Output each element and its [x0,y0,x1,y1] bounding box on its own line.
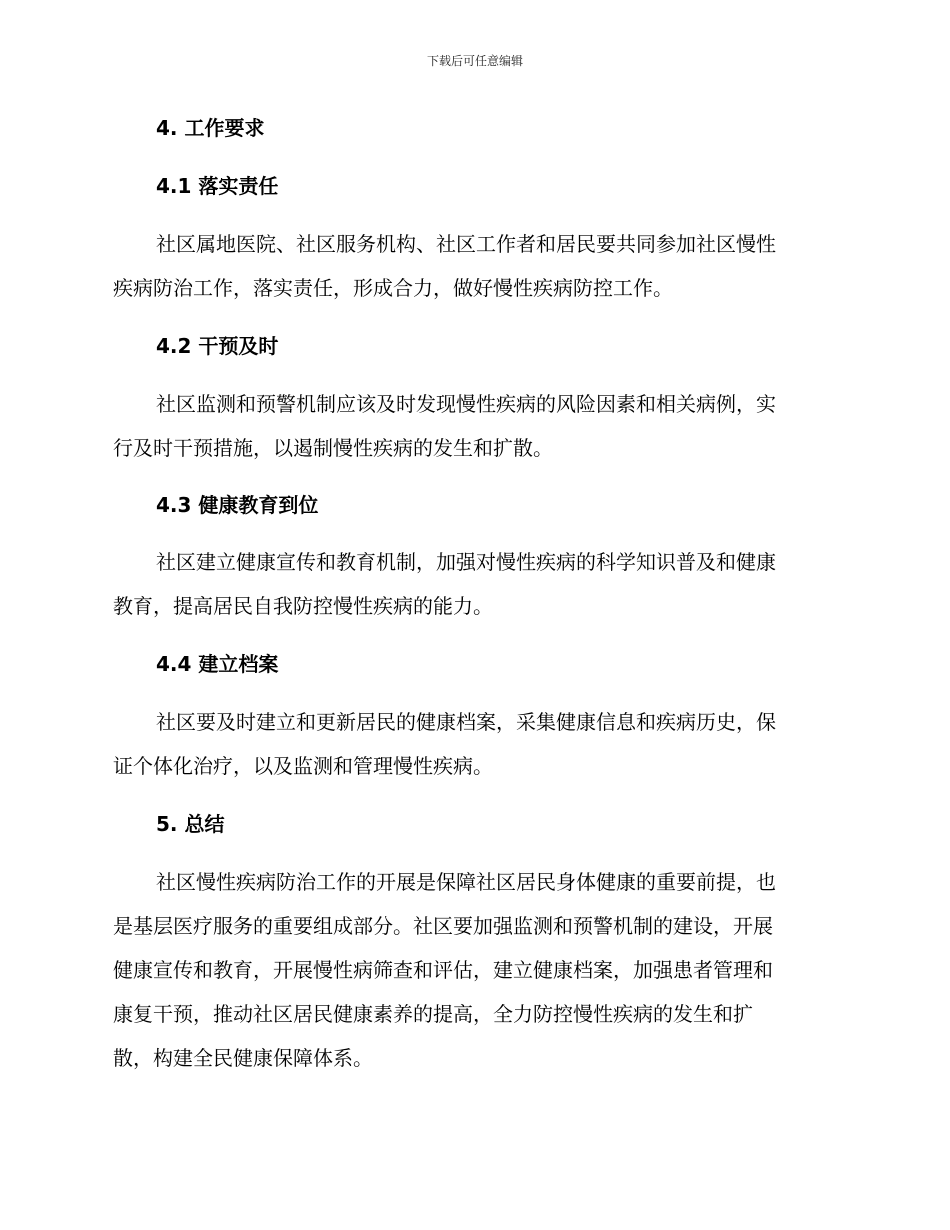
paragraph-line: 教育，提高居民自我防控慢性疾病的能力。 [113,594,493,618]
page-header: 下载后可任意编辑 [426,54,523,68]
paragraph-line: 康复干预，推动社区居民健康素养的提高，全力防控慢性疾病的发生和扩 [113,1002,753,1026]
paragraph-line: 证个体化治疗，以及监测和管理慢性疾病。 [113,754,493,778]
section-heading-4-2: 4.2 干预及时 [156,334,279,358]
paragraph-line: 是基层医疗服务的重要组成部分。社区要加强监测和预警机制的建设，开展 [113,914,773,938]
section-heading-4-3: 4.3 健康教育到位 [156,493,319,517]
paragraph-4-4 [113,700,833,788]
paragraph-line: 社区要及时建立和更新居民的健康档案，采集健康信息和疾病历史，保 [156,710,776,734]
paragraph-line: 散，构建全民健康保障体系。 [113,1046,373,1070]
paragraph-line: 疾病防治工作，落实责任，形成合力，做好慢性疾病防控工作。 [113,276,673,300]
paragraph-4-3 [113,540,833,628]
paragraph-5 [113,860,833,1080]
section-heading-4: 4. 工作要求 [156,116,265,140]
paragraph-line: 健康宣传和教育，开展慢性病筛查和评估，建立健康档案，加强患者管理和 [113,958,773,982]
paragraph-line: 社区监测和预警机制应该及时发现慢性疾病的风险因素和相关病例，实 [156,392,776,416]
paragraph-line: 行及时干预措施，以遏制慢性疾病的发生和扩散。 [113,436,553,460]
paragraph-4-1 [113,222,833,310]
section-heading-4-4: 4.4 建立档案 [156,652,279,676]
paragraph-line: 社区慢性疾病防治工作的开展是保障社区居民身体健康的重要前提，也 [156,870,776,894]
paragraph-line: 社区属地医院、社区服务机构、社区工作者和居民要共同参加社区慢性 [156,232,776,256]
section-heading-5: 5. 总结 [156,812,225,836]
paragraph-4-2 [113,382,833,470]
section-heading-4-1: 4.1 落实责任 [156,174,279,198]
paragraph-line: 社区建立健康宣传和教育机制，加强对慢性疾病的科学知识普及和健康 [156,550,776,574]
